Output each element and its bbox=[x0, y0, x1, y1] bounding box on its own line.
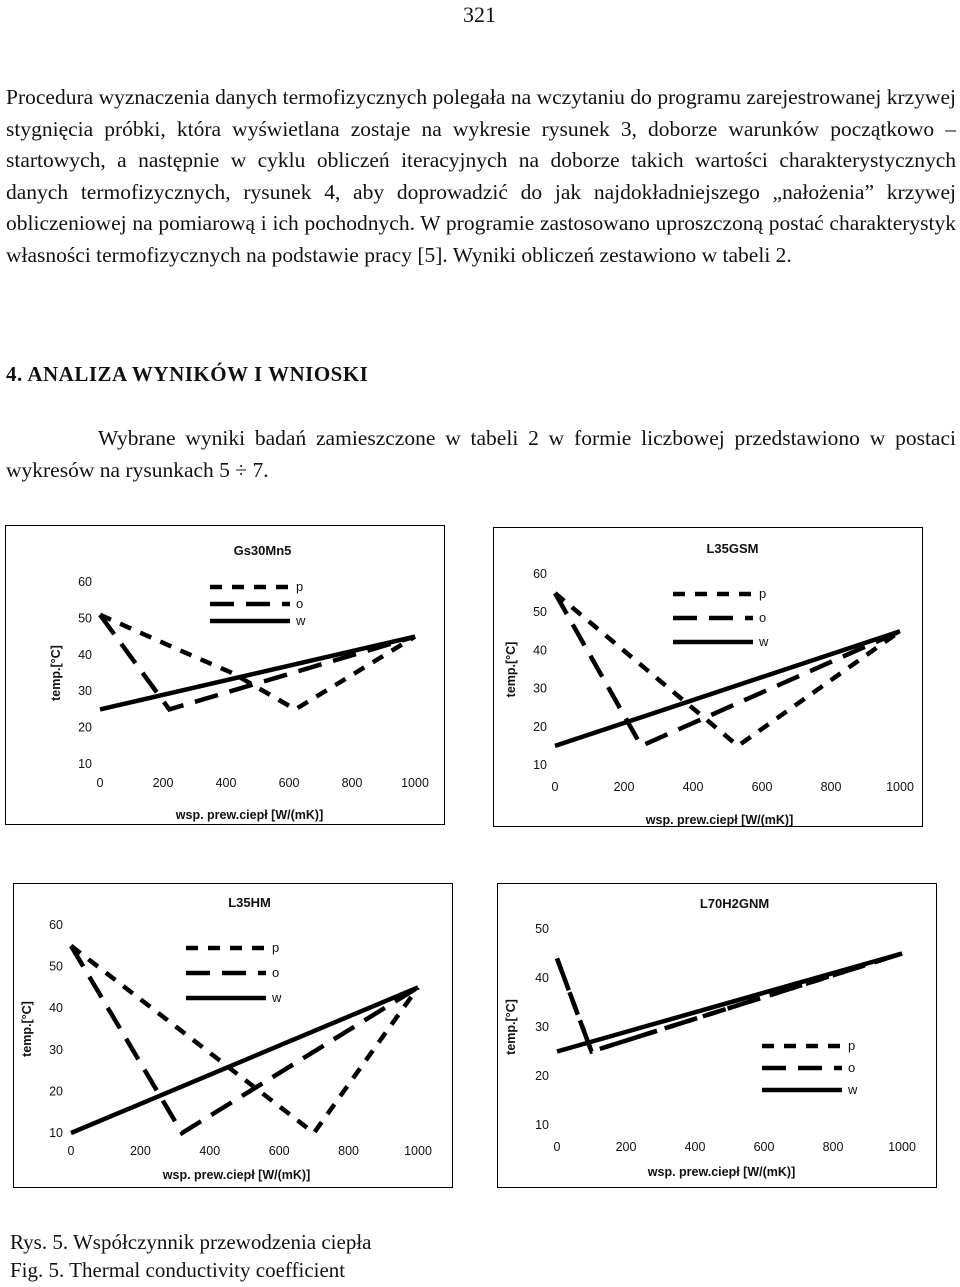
page-number: 321 bbox=[463, 2, 496, 27]
legend-label-p: p bbox=[759, 586, 767, 601]
y-tick-label: 60 bbox=[533, 567, 547, 581]
y-tick-label: 40 bbox=[533, 643, 547, 658]
legend-label-o: o bbox=[759, 610, 767, 625]
x-tick-label: 0 bbox=[551, 780, 559, 794]
x-tick-label: 800 bbox=[822, 1140, 844, 1154]
y-axis-label: temp.[°C] bbox=[49, 645, 63, 701]
chart-svg bbox=[5, 525, 445, 825]
paragraph-procedure: Procedura wyznaczenia danych termofizycznych polegała na wczytaniu do programu zarejestrowanej krzywej stygnięcia próbki, która wyświetlana zostaje na wykresie rysunek 3, doborze warunków początkowo – startowych, a następnie w cyklu obliczeń iteracyjnych na doborze takich wartości charakterystycznych danych termofizycznych, rysunek 4, aby doprowadzić do jak najdokładniejszego „nałożenia” krzywej obliczeniowej na pomiarową i ich pochodnych. W programie zastosowano uproszczoną postać charakterystyk własności termofizycznych na podstawie pracy [5]. Wyniki obliczeń zestawiono w tabeli 2. bbox=[6, 85, 956, 267]
x-tick-label: 600 bbox=[751, 780, 773, 794]
x-tick-label: 200 bbox=[613, 780, 635, 794]
x-tick-label: 800 bbox=[820, 780, 842, 794]
chart-gs30mn5 bbox=[5, 525, 445, 825]
y-tick-label: 50 bbox=[49, 959, 63, 974]
chart-l70h2gnm bbox=[497, 883, 937, 1188]
chart-title: L35GSM bbox=[706, 541, 759, 556]
legend-label-p: p bbox=[848, 1038, 856, 1053]
legend-label-w: w bbox=[848, 1082, 858, 1097]
chart-frame bbox=[498, 884, 937, 1188]
x-tick-label: 0 bbox=[67, 1144, 75, 1158]
x-tick-label: 600 bbox=[268, 1144, 290, 1158]
y-tick-label: 50 bbox=[533, 605, 547, 620]
y-tick-label: 20 bbox=[533, 719, 547, 734]
figure-caption bbox=[10, 1228, 372, 1284]
y-tick-label: 60 bbox=[49, 918, 63, 932]
y-tick-label: 10 bbox=[78, 757, 92, 771]
y-tick-label: 30 bbox=[535, 1020, 549, 1034]
y-tick-label: 10 bbox=[535, 1118, 549, 1132]
x-tick-label: 1000 bbox=[886, 780, 914, 794]
chart-frame bbox=[14, 884, 453, 1188]
x-tick-label: 600 bbox=[753, 1140, 775, 1154]
chart-svg bbox=[493, 527, 923, 827]
y-axis-label: temp.[°C] bbox=[20, 1001, 34, 1057]
chart-l35hm bbox=[13, 883, 453, 1188]
legend-label-p: p bbox=[272, 940, 280, 955]
y-tick-label: 60 bbox=[78, 575, 92, 589]
chart-svg bbox=[497, 883, 937, 1188]
y-tick-label: 30 bbox=[533, 681, 547, 696]
legend-label-w: w bbox=[759, 634, 769, 649]
legend-label-o: o bbox=[848, 1060, 856, 1075]
y-tick-label: 50 bbox=[535, 922, 549, 936]
x-tick-label: 0 bbox=[553, 1140, 561, 1154]
y-tick-label: 20 bbox=[49, 1084, 63, 1099]
y-tick-label: 10 bbox=[49, 1126, 63, 1140]
x-axis-label: wsp. prew.ciepł [W/(mK)] bbox=[162, 1168, 311, 1182]
legend-label-o: o bbox=[272, 965, 280, 980]
y-tick-label: 20 bbox=[535, 1069, 549, 1083]
x-tick-label: 200 bbox=[615, 1140, 637, 1154]
y-tick-label: 50 bbox=[78, 611, 92, 626]
legend-label-w: w bbox=[296, 613, 306, 628]
paragraph-results: Wybrane wyniki badań zamieszczone w tabeli 2 w formie liczbowej przedstawiono w postaci wykresów na rysunkach 5 ÷ 7. bbox=[6, 426, 956, 482]
chart-svg bbox=[13, 883, 453, 1188]
chart-title: L35HM bbox=[228, 895, 271, 910]
x-tick-label: 1000 bbox=[404, 1144, 432, 1158]
x-tick-label: 1000 bbox=[888, 1140, 916, 1154]
x-tick-label: 200 bbox=[129, 1144, 151, 1158]
caption-polish: Rys. 5. Współczynnik przewodzenia ciepła bbox=[10, 1230, 372, 1254]
chart-l35gsm bbox=[493, 527, 923, 827]
x-axis-label: wsp. prew.ciepł [W/(mK)] bbox=[645, 813, 794, 827]
legend-label-o: o bbox=[296, 596, 304, 611]
x-tick-label: 200 bbox=[152, 776, 174, 790]
y-tick-label: 40 bbox=[535, 971, 549, 985]
y-tick-label: 30 bbox=[49, 1042, 63, 1057]
chart-title: Gs30Mn5 bbox=[233, 543, 292, 558]
y-tick-label: 10 bbox=[533, 758, 547, 772]
x-tick-label: 400 bbox=[199, 1144, 221, 1158]
x-tick-label: 800 bbox=[338, 1144, 360, 1158]
y-tick-label: 40 bbox=[78, 647, 92, 662]
section-heading: 4. ANALIZA WYNIKÓW I WNIOSKI bbox=[6, 362, 369, 386]
x-tick-label: 400 bbox=[682, 780, 704, 794]
caption-english: Fig. 5. Thermal conductivity coefficient bbox=[10, 1258, 346, 1282]
x-tick-label: 400 bbox=[215, 776, 237, 790]
chart-title: L70H2GNM bbox=[699, 896, 770, 911]
x-tick-label: 0 bbox=[96, 776, 104, 790]
x-axis-label: wsp. prew.ciepł [W/(mK)] bbox=[175, 808, 324, 822]
x-tick-label: 1000 bbox=[401, 776, 429, 790]
x-tick-label: 600 bbox=[278, 776, 300, 790]
x-tick-label: 400 bbox=[684, 1140, 706, 1154]
legend-label-p: p bbox=[296, 579, 304, 594]
x-axis-label: wsp. prew.ciepł [W/(mK)] bbox=[647, 1165, 796, 1179]
y-tick-label: 20 bbox=[78, 720, 92, 735]
x-tick-label: 800 bbox=[341, 776, 363, 790]
y-axis-label: temp.[°C] bbox=[504, 999, 518, 1055]
y-tick-label: 40 bbox=[49, 1001, 63, 1016]
legend-label-w: w bbox=[272, 990, 282, 1005]
y-tick-label: 30 bbox=[78, 684, 92, 699]
y-axis-label: temp.[°C] bbox=[504, 641, 518, 698]
